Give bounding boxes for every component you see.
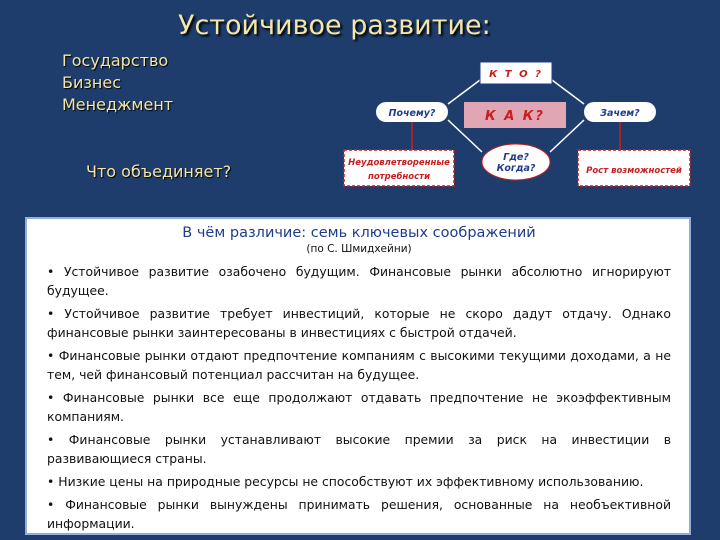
bullet-item: • Финансовые рынки устанавливают высокие премии за риск на инвестиции в развивающиеся страны. xyxy=(47,430,671,468)
list-item-state: Государство xyxy=(62,51,169,70)
node-what-for xyxy=(584,102,656,122)
node-why xyxy=(376,102,448,122)
list-item-management: Менеджмент xyxy=(62,95,174,114)
bullet-item: • Финансовые рынки вынуждены принимать решения, основанные на необъективной информации. xyxy=(47,495,671,533)
node-needs-label-1: Неудовлетворенные xyxy=(348,158,450,168)
node-needs xyxy=(344,150,454,186)
content-box xyxy=(25,217,691,535)
node-how-label: К А К? xyxy=(485,109,545,124)
node-needs-label-2: потребности xyxy=(367,172,431,182)
question-text: Что объединяет? xyxy=(86,162,232,181)
node-who xyxy=(480,62,552,84)
bullet-item: • Устойчивое развитие требует инвестиций, которые не скоро дадут отдачу. Однако финансовые рынки заинтересованы в инвестициях с быстрой отдачей. xyxy=(47,304,671,342)
box-heading: В чём различие: семь ключевых соображений xyxy=(182,225,536,241)
concept-diagram xyxy=(0,0,720,200)
node-why-label: Почему? xyxy=(388,108,436,119)
node-when-label: Когда? xyxy=(496,163,536,174)
node-how xyxy=(464,102,566,128)
bullet-item: • Устойчивое развитие озабочено будущим. Финансовые рынки абсолютно игнорируют будущее. xyxy=(47,262,671,300)
list-item-business: Бизнес xyxy=(62,73,121,92)
bullet-item: • Финансовые рынки отдают предпочтение компаниям с высокими текущими доходами, а не тем, чей финансовый потенциал рассчитан на будущее. xyxy=(47,346,671,384)
node-who-label: К Т О ? xyxy=(489,69,543,80)
node-where-label: Где? xyxy=(503,152,529,163)
node-growth xyxy=(578,150,690,186)
node-what-for-label: Зачем? xyxy=(600,108,640,119)
box-subheading: (по С. Шмидхейни) xyxy=(306,243,412,255)
node-growth-label: Рост возможностей xyxy=(586,166,682,176)
node-where-when xyxy=(482,144,550,180)
bullet-item: • Финансовые рынки все еще продолжают отдавать предпочтение не экоэффективным компаниям. xyxy=(47,388,671,426)
bullet-list xyxy=(47,262,671,533)
bullet-item: • Низкие цены на природные ресурсы не способствуют их эффективному использованию. xyxy=(47,472,671,491)
slide-title: Устойчивое развитие: xyxy=(178,10,491,41)
